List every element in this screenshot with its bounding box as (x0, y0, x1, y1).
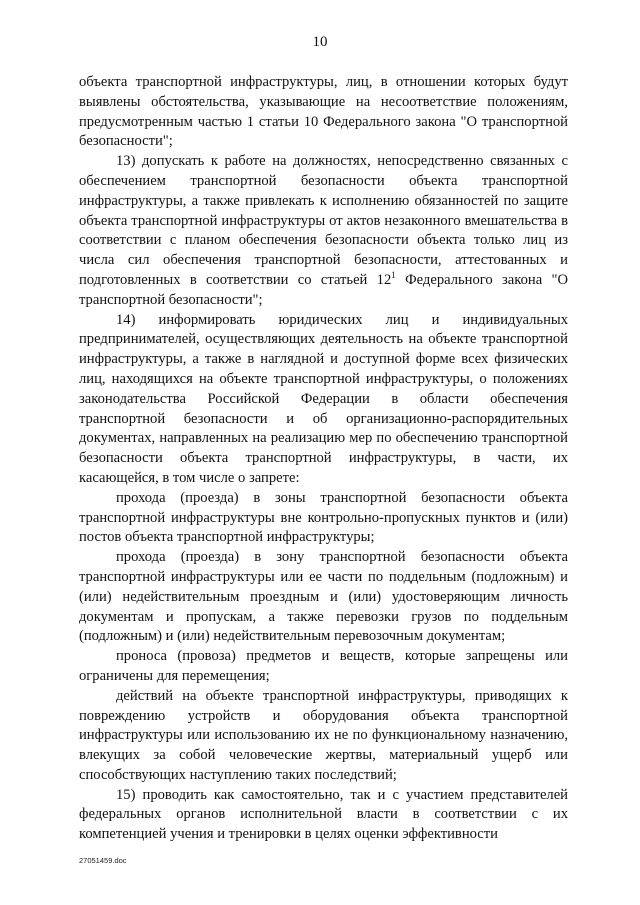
paragraph-continuation: объекта транспортной инфраструктуры, лиц, в отношении которых будут выявлены обстоятельства, указывающие на несоответствие положениям, предусмотренным частью 1 статьи 10 Федерального закона "О транспортной безопасности"; (79, 74, 568, 150)
paragraph-item-13 (79, 152, 568, 310)
paragraph-item-15: 15) проводить как самостоятельно, так и с участием представителей федеральных органов исполнительной власти в соответствии с их компетенцией учения и тренировки в целях оценки эффективности (79, 786, 568, 843)
paragraph-item-14: 14) информировать юридических лиц и индивидуальных предпринимателей, осуществляющих деятельность на объекте транспортной инфраструктуры, а также в наглядной и доступной форме всех физических лиц, находящихся на объекте транспортной инфраструктуры, о положениях законодательства Российской Федерации в области обеспечения транспортной безопасности и об организационно-распорядительных документах, направленных на реализацию мер по обеспечению транспортной безопасности объекта транспортной инфраструктуры, в части, их касающейся, в том числе о запрете: (79, 311, 568, 486)
superscript: 1 (391, 270, 396, 281)
document-footer: 27051459.doc (79, 856, 127, 865)
page-number: 10 (312, 34, 328, 50)
paragraph-prohibition-3: проноса (провоза) предметов и веществ, которые запрещены или ограничены для перемещения; (79, 648, 568, 684)
paragraph-text: Федерального закона "О транспортной безопасности"; (79, 271, 568, 308)
paragraph-text: 13) допускать к работе на должностях, непосредственно связанных с обеспечением транспортной безопасности объекта транспортной инфраструктуры, а также привлекать к исполнению обязанностей по защите объекта транспортной инфраструктуры от актов незаконного вмешательства в соответствии с планом обеспечения безопасности объекта только лиц из числа сил обеспечения транспортной безопасности, аттестованных и подготовленных в соответствии со статьей 12 (79, 153, 568, 288)
document-body (79, 73, 568, 845)
paragraph-prohibition-2: прохода (проезда) в зону транспортной безопасности объекта транспортной инфраструктуры или ее части по поддельным (подложным) и (или) недействительным проездным и (или) удостоверяющим личность документам и пропускам, а также перевозки грузов по поддельным (подложным) и (или) недействительным перевозочным документам; (79, 549, 568, 645)
paragraph-prohibition-1: прохода (проезда) в зоны транспортной безопасности объекта транспортной инфраструктуры вне контрольно-пропускных пунктов и (или) постов объекта транспортной инфраструктуры; (79, 489, 568, 546)
paragraph-prohibition-4: действий на объекте транспортной инфраструктуры, приводящих к повреждению устройств и оборудования объекта транспортной инфраструктуры или использованию их не по функциональному назначению, влекущих за собой человеческие жертвы, материальный ущерб или способствующих наступлению таких последствий; (79, 687, 568, 783)
